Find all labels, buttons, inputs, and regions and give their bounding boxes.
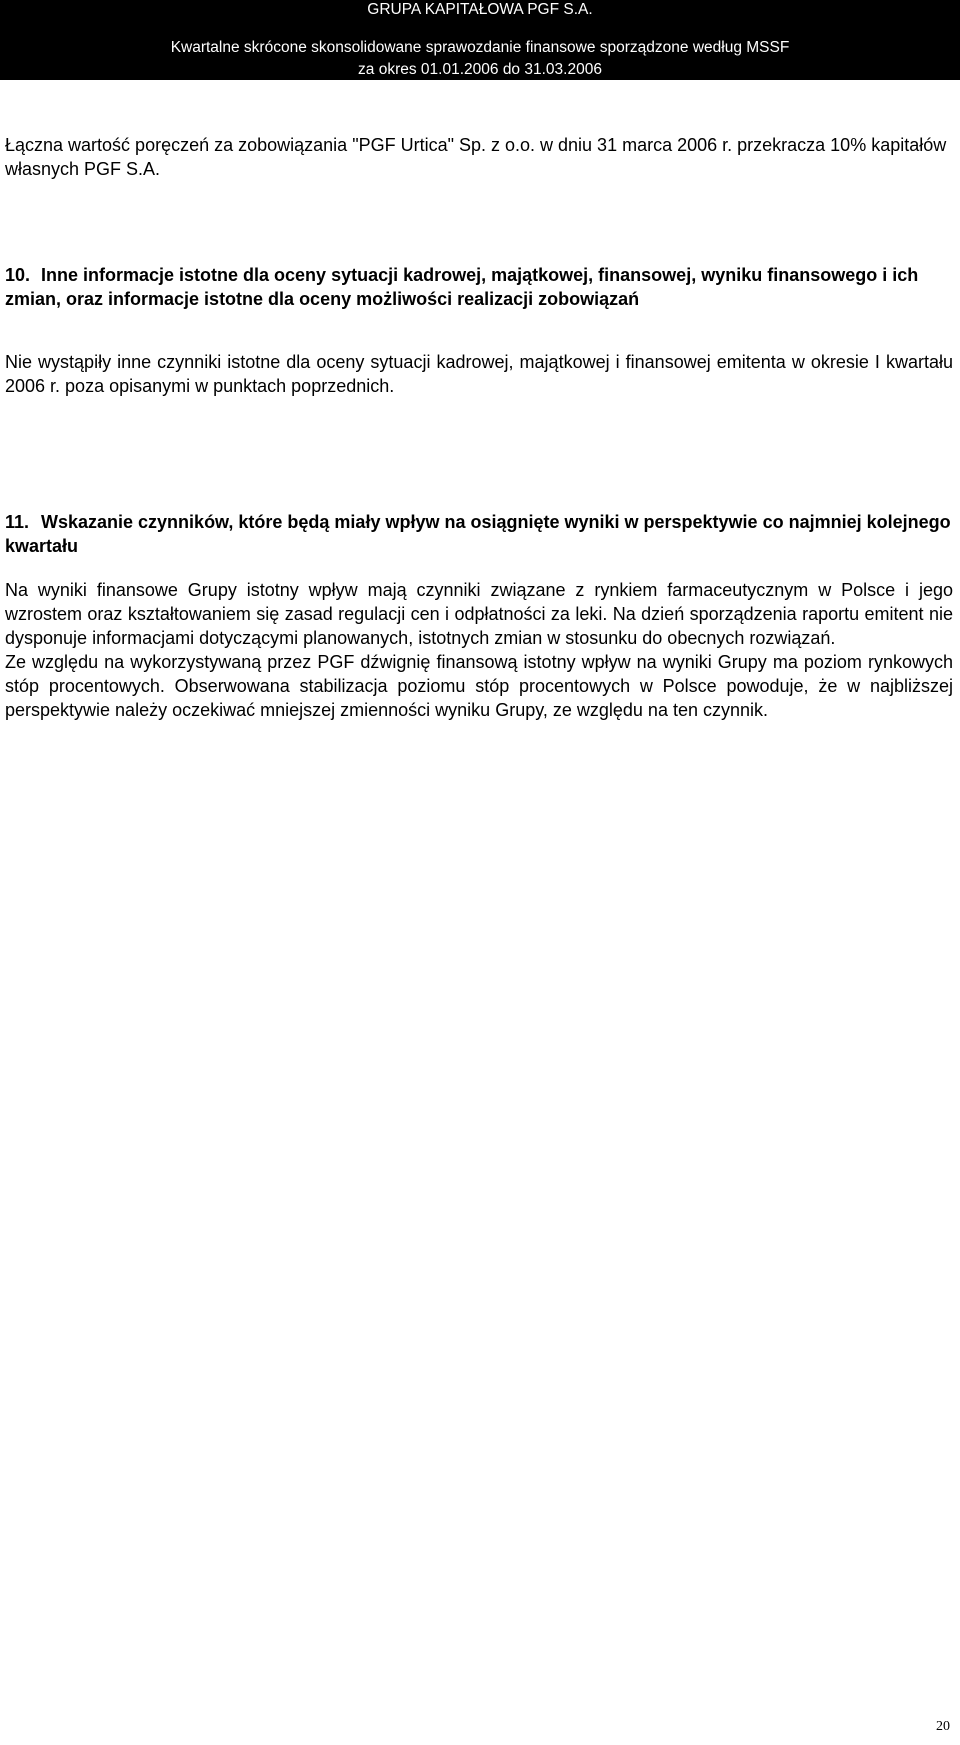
section-10-heading [5, 263, 953, 311]
page-header [0, 0, 960, 80]
section-11-paragraph-2: Ze względu na wykorzystywaną przez PGF dźwignię finansową istotny wpływ na wyniki Grupy ma poziom rynkowych stóp procentowych. Obserwowana stabilizacja poziomu stóp procentowych w Polsce powoduje, że w najbliższej perspektywie należy oczekiwać mniejszej zmienności wyniku Grupy, ze względu na ten czynnik. [5, 652, 953, 720]
section-11-body [5, 578, 953, 722]
page-number: 20 [936, 1719, 950, 1734]
section-11-number: 11. [5, 512, 30, 532]
header-report-title: Kwartalne skrócone skonsolidowane sprawozdanie finansowe sporządzone według MSSF [170, 39, 790, 56]
section-11-paragraph-1: Na wyniki finansowe Grupy istotny wpływ mają czynniki związane z rynkiem farmaceutycznym w Polsce i jego wzrostem oraz kształtowaniem się zasad regulacji cen i odpłatności za leki. Na dzień sporządzenia raportu emitent nie dysponuje informacjami dotyczącymi planowanych, istotnych zmian w stosunku do obecnych rozwiązań. [5, 580, 953, 648]
header-company-name: GRUPA KAPITAŁOWA PGF S.A. [367, 1, 593, 18]
section-10-title: Inne informacje istotne dla oceny sytuacji kadrowej, majątkowej, finansowej, wyniku finansowego i ich zmian, oraz informacje istotne dla oceny możliwości realizacji zobowiązań [5, 265, 919, 309]
section-11-heading [5, 510, 953, 558]
section-10-body: Nie wystąpiły inne czynniki istotne dla oceny sytuacji kadrowej, majątkowej i finansowej emitenta w okresie I kwartału 2006 r. poza opisanymi w punktach poprzednich. [5, 352, 953, 396]
section-11-title: Wskazanie czynników, które będą miały wpływ na osiągnięte wyniki w perspektywie co najmniej kolejnego kwartału [5, 512, 951, 556]
intro-paragraph: Łączna wartość poręczeń za zobowiązania "PGF Urtica" Sp. z o.o. w dniu 31 marca 2006 r. przekracza 10% kapitałów własnych PGF S.A. [5, 135, 947, 179]
header-period: za okres 01.01.2006 do 31.03.2006 [358, 61, 602, 78]
section-10-number: 10. [5, 265, 31, 285]
